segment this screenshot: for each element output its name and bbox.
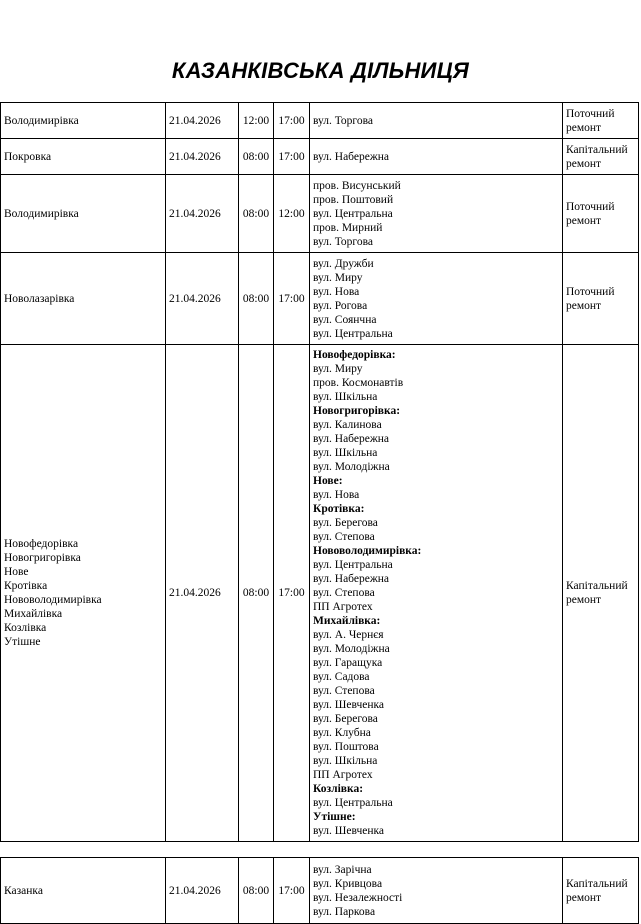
start-time-cell: 08:00 [239,139,274,175]
settlement-name: Нове [4,566,29,578]
street-name: вул. Нова [313,489,360,501]
start-time-cell: 12:00 [239,103,274,139]
settlement-heading: Михайлівка: [313,615,381,627]
streets-cell [310,175,563,253]
settlement-cell [1,175,166,253]
start-time-cell: 08:00 [239,175,274,253]
street-name: вул. Степова [313,685,375,697]
settlement-heading: Кротівка: [313,503,365,515]
settlement-heading: Козлівка: [313,783,364,795]
street-name: вул. А. Чернєя [313,629,384,641]
settlement-name: Утішне [4,636,41,648]
street-name: ПП Агротех [313,769,373,781]
street-name: вул. Набережна [313,433,390,445]
street-name: вул. Набережна [313,150,390,163]
settlement-heading: Нововолодимирівка: [313,545,422,557]
repair-type-cell [563,345,639,842]
street-name: вул. Шевченка [313,825,385,837]
settlement-name: Новофедорівка [4,538,79,550]
settlement-name: Козлівка [4,622,47,634]
street-name: вул. Кривцова [313,877,383,890]
street-name: вул. Рогова [313,299,368,312]
street-name: вул. Поштова [313,741,379,753]
end-time-cell: 17:00 [274,858,310,924]
settlement-name: Новогригорівка [4,552,81,564]
repair-type-line: Поточний [566,107,615,120]
end-time-cell: 17:00 [274,345,310,842]
street-name: вул. Торгова [313,235,373,248]
streets-cell [310,345,563,842]
street-name: вул. Торгова [313,114,373,127]
street-name: вул. Соянчна [313,313,377,326]
settlement-name: Кротівка [4,580,48,592]
repair-type-line: Поточний [566,200,615,213]
table-row [1,253,639,345]
street-name: вул. Дружби [313,257,374,270]
date-cell: 21.04.2026 [166,103,239,139]
repair-type-cell [563,175,639,253]
settlement-heading: Новофедорівка: [313,349,396,361]
settlement-name: Казанка [4,884,43,897]
settlement-cell [1,139,166,175]
repair-type-line: ремонт [566,594,602,606]
repair-type-line: Капітальний [566,143,628,156]
table-row [1,175,639,253]
streets-cell [310,139,563,175]
start-time-cell: 08:00 [239,345,274,842]
settlement-name: Покровка [4,150,52,163]
streets-cell [310,253,563,345]
street-name: вул. Центральна [313,327,393,340]
end-time-cell: 12:00 [274,175,310,253]
street-name: вул. Клубна [313,727,371,739]
repair-type-line: ремонт [566,157,602,170]
date-cell: 21.04.2026 [166,253,239,345]
settlement-cell [1,345,166,842]
street-name: вул. Шкільна [313,755,378,767]
repair-type-cell [563,139,639,175]
settlement-name: Володимирівка [4,114,79,127]
settlement-cell [1,858,166,924]
settlement-name: Михайлівка [4,608,63,620]
street-name: вул. Центральна [313,797,393,809]
date-cell: 21.04.2026 [166,175,239,253]
street-name: пров. Космонавтів [313,377,404,389]
street-name: пров. Мирний [313,221,383,234]
repair-type-line: Капітальний [566,877,628,890]
date-cell: 21.04.2026 [166,345,239,842]
table-row [1,103,639,139]
date-cell: 21.04.2026 [166,139,239,175]
settlement-name: Володимирівка [4,207,79,220]
date-cell: 21.04.2026 [166,858,239,924]
repair-type-cell [563,253,639,345]
street-name: вул. Миру [313,363,363,375]
repair-type-cell [563,858,639,924]
settlement-cell [1,253,166,345]
street-name: вул. Центральна [313,559,393,571]
street-name: вул. Берегова [313,713,378,725]
streets-cell [310,858,563,924]
outage-schedule-table [0,102,639,842]
street-name: вул. Незалежності [313,891,403,904]
settlement-name: Новолазарівка [4,292,75,305]
street-name: вул. Степова [313,587,375,599]
start-time-cell: 08:00 [239,858,274,924]
street-name: вул. Шевченка [313,699,385,711]
street-name: вул. Гаращука [313,657,383,669]
repair-type-line: ремонт [566,891,602,904]
table-row [1,858,639,924]
streets-cell [310,103,563,139]
end-time-cell: 17:00 [274,253,310,345]
table-row [1,345,639,842]
repair-type-line: ремонт [566,214,602,227]
settlement-heading: Нове: [313,475,343,487]
repair-type-line: Поточний [566,285,615,298]
street-name: пров. Поштовий [313,193,394,206]
street-name: вул. Молодіжна [313,643,390,655]
start-time-cell: 08:00 [239,253,274,345]
end-time-cell: 17:00 [274,139,310,175]
settlement-heading: Утішне: [313,811,356,823]
repair-type-cell [563,103,639,139]
street-name: пров. Висунський [313,179,401,192]
street-name: вул. Зарічна [313,863,372,876]
street-name: вул. Набережна [313,573,390,585]
settlement-name: Нововолодимирівка [4,594,102,606]
street-name: вул. Миру [313,271,363,284]
outage-schedule-table-continued [0,857,639,924]
end-time-cell: 17:00 [274,103,310,139]
street-name: вул. Шкільна [313,447,378,459]
street-name: ПП Агротех [313,601,373,613]
repair-type-line: ремонт [566,299,602,312]
table-row [1,139,639,175]
street-name: вул. Центральна [313,207,393,220]
street-name: вул. Шкільна [313,391,378,403]
street-name: вул. Калинова [313,419,382,431]
street-name: вул. Степова [313,531,375,543]
repair-type-line: Капітальний [566,580,628,592]
page-title: КАЗАНКІВСЬКА ДІЛЬНИЦЯ [171,58,470,83]
street-name: вул. Молодіжна [313,461,390,473]
street-name: вул. Нова [313,285,360,298]
settlement-cell [1,103,166,139]
street-name: вул. Садова [313,671,370,683]
settlement-heading: Новогригорівка: [313,405,401,417]
repair-type-line: ремонт [566,121,602,134]
street-name: вул. Паркова [313,905,376,918]
street-name: вул. Берегова [313,517,378,529]
